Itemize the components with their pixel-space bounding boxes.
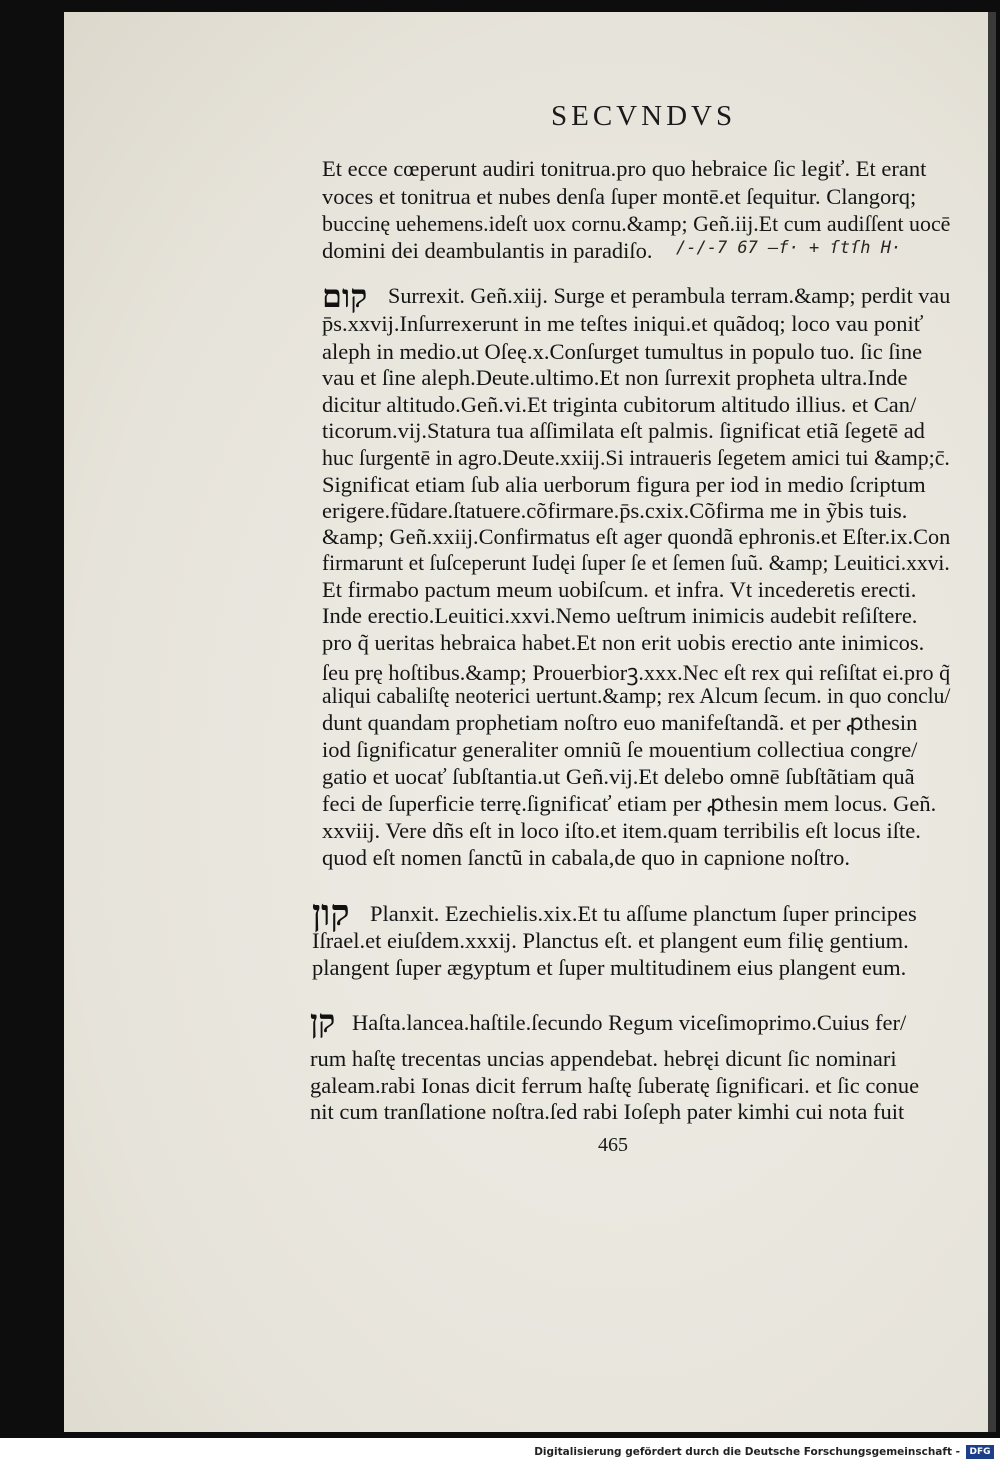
- text-line: buccinę uehemens.ideſt uox cornu.&amp; Geñ.iij.Et cum audiſſent uocē: [322, 211, 951, 236]
- page-number: 465: [598, 1134, 628, 1156]
- text-line: iod ſignificatur generaliter omniũ ſe mouentium collectiua congre/: [322, 737, 918, 762]
- text-line: aliqui cabaliſtę neoterici uertunt.&amp; rex Alcum ſecum. in quo conclu/: [322, 683, 951, 708]
- text-line: plangent ſuper ægyptum et ſuper multitudinem eius plangent eum.: [312, 955, 907, 980]
- text-line: feci de ſuperficie terrę.ſignificať etiam per ꝓthesin mem locus. Geñ.: [322, 791, 937, 816]
- page-edge: [988, 12, 996, 1432]
- text-line: vau et ſine aleph.Deute.ultimo.Et non ſurrexit propheta ultra.Inde: [322, 365, 908, 390]
- text-line: huc ſurgentē in agro.Deute.xxiij.Si intraueris ſegetem amici tui &amp;c̄.: [322, 445, 950, 470]
- text-line: rum haſtę trecentas uncias appendebat. hebręi dicunt ſic nominari: [310, 1046, 897, 1071]
- hebrew-headword: קום: [322, 277, 368, 315]
- hebrew-headword: קן: [310, 1002, 336, 1040]
- text-line: voces et tonitrua et nubes denſa ſuper montē.et ſequitur. Clangorq;: [322, 184, 917, 209]
- text-line: dicitur altitudo.Geñ.vi.Et triginta cubitorum altitudo illius. et Can/: [322, 392, 917, 417]
- text-line: quod eſt nomen ſanctũ in cabala,de quo in capnione noſtro.: [322, 845, 850, 870]
- text-line: Et firmabo pactum meum uobiſcum. et infra. Vt incederetis erecti.: [322, 577, 917, 602]
- text-line: Inde erectio.Leuitici.xxvi.Nemo ueſtrum inimicis audebit reſiſtere.: [322, 603, 918, 628]
- text-line: Haſta.lancea.haſtile.ſecundo Regum viceſimoprimo.Cuius fer/: [352, 1010, 907, 1035]
- text-line: Planxit. Ezechielis.xix.Et tu aſſume planctum ſuper principes: [370, 901, 917, 926]
- text-line: aleph in medio.ut Oſeę.x.Conſurget tumultus in populo tuo. ſic ſine: [322, 339, 923, 364]
- handwritten-marginalia: /-/-7 67 —f· + ſtſh H·: [676, 238, 902, 258]
- text-line: Significat etiam ſub alia uerborum figura per iod in medio ſcriptum: [322, 472, 926, 497]
- text-line: ticorum.vij.Statura tua aſſimilata eſt palmis. ſignificat etiã ſegetē ad: [322, 418, 925, 443]
- text-line: pro q̃ ueritas hebraica habet.Et non erit uobis erectio ante inimicos.: [322, 630, 925, 655]
- text-line: nit cum tranſlatione noſtra.ſed rabi Ioſeph pater kimhi cui nota fuit: [310, 1099, 905, 1124]
- footer-credit: Digitalisierung gefördert durch die Deutsche Forschungsgemeinschaft -: [534, 1446, 960, 1458]
- hebrew-headword: קון: [312, 892, 350, 934]
- text-line: erigere.fũdare.ſtatuere.cõfirmare.p̄s.cxix.Cõfirma me in ỹbis tuis.: [322, 498, 908, 523]
- text-line: Iſrael.et eiuſdem.xxxij. Planctus eſt. et plangent eum filię gentium.: [312, 928, 909, 953]
- text-line: Surrexit. Geñ.xiij. Surge et perambula terram.&amp; perdit vau: [388, 283, 951, 308]
- text-line: &amp; Geñ.xxiij.Confirmatus eſt ager quondã ephronis.et Eſter.ix.Con: [322, 524, 951, 549]
- text-line: galeam.rabi Ionas dicit ferrum haſtę ſuberatę ſignificari. et ſic conue: [310, 1073, 920, 1098]
- dfg-logo: DFG: [966, 1445, 994, 1459]
- text-line: xxviij. Vere dñs eſt in loco iſto.et item.quam terribilis eſt locus iſte.: [322, 818, 921, 843]
- text-line: domini dei deambulantis in paradiſo.: [322, 238, 653, 263]
- running-head: SECVNDVS: [551, 100, 737, 132]
- text-line: gatio et uocať ſubſtantia.ut Geñ.vij.Et delebo omnē ſubſtãtiam quã: [322, 764, 915, 789]
- text-line: dunt quandam prophetiam noſtro euo manifeſtandã. et per ꝓthesin: [322, 710, 918, 735]
- text-line: ſeu prę hoſtibus.&amp; Prouerbiorꝫ.xxx.Nec eſt rex qui reſiſtat ei.pro q̃: [322, 660, 951, 685]
- digitization-footer: [0, 1438, 1000, 1467]
- text-line: Et ecce cœperunt audiri tonitrua.pro quo hebraice ſic legiť. Et erant: [322, 156, 927, 181]
- text-line: p̄s.xxvij.Inſurrexerunt in me teſtes iniqui.et quãdoq; loco vau poniť: [322, 311, 924, 336]
- text-line: firmarunt et ſuſceperunt Iudęi ſuper ſe et ſemen ſuũ. &amp; Leuitici.xxvi.: [322, 550, 950, 575]
